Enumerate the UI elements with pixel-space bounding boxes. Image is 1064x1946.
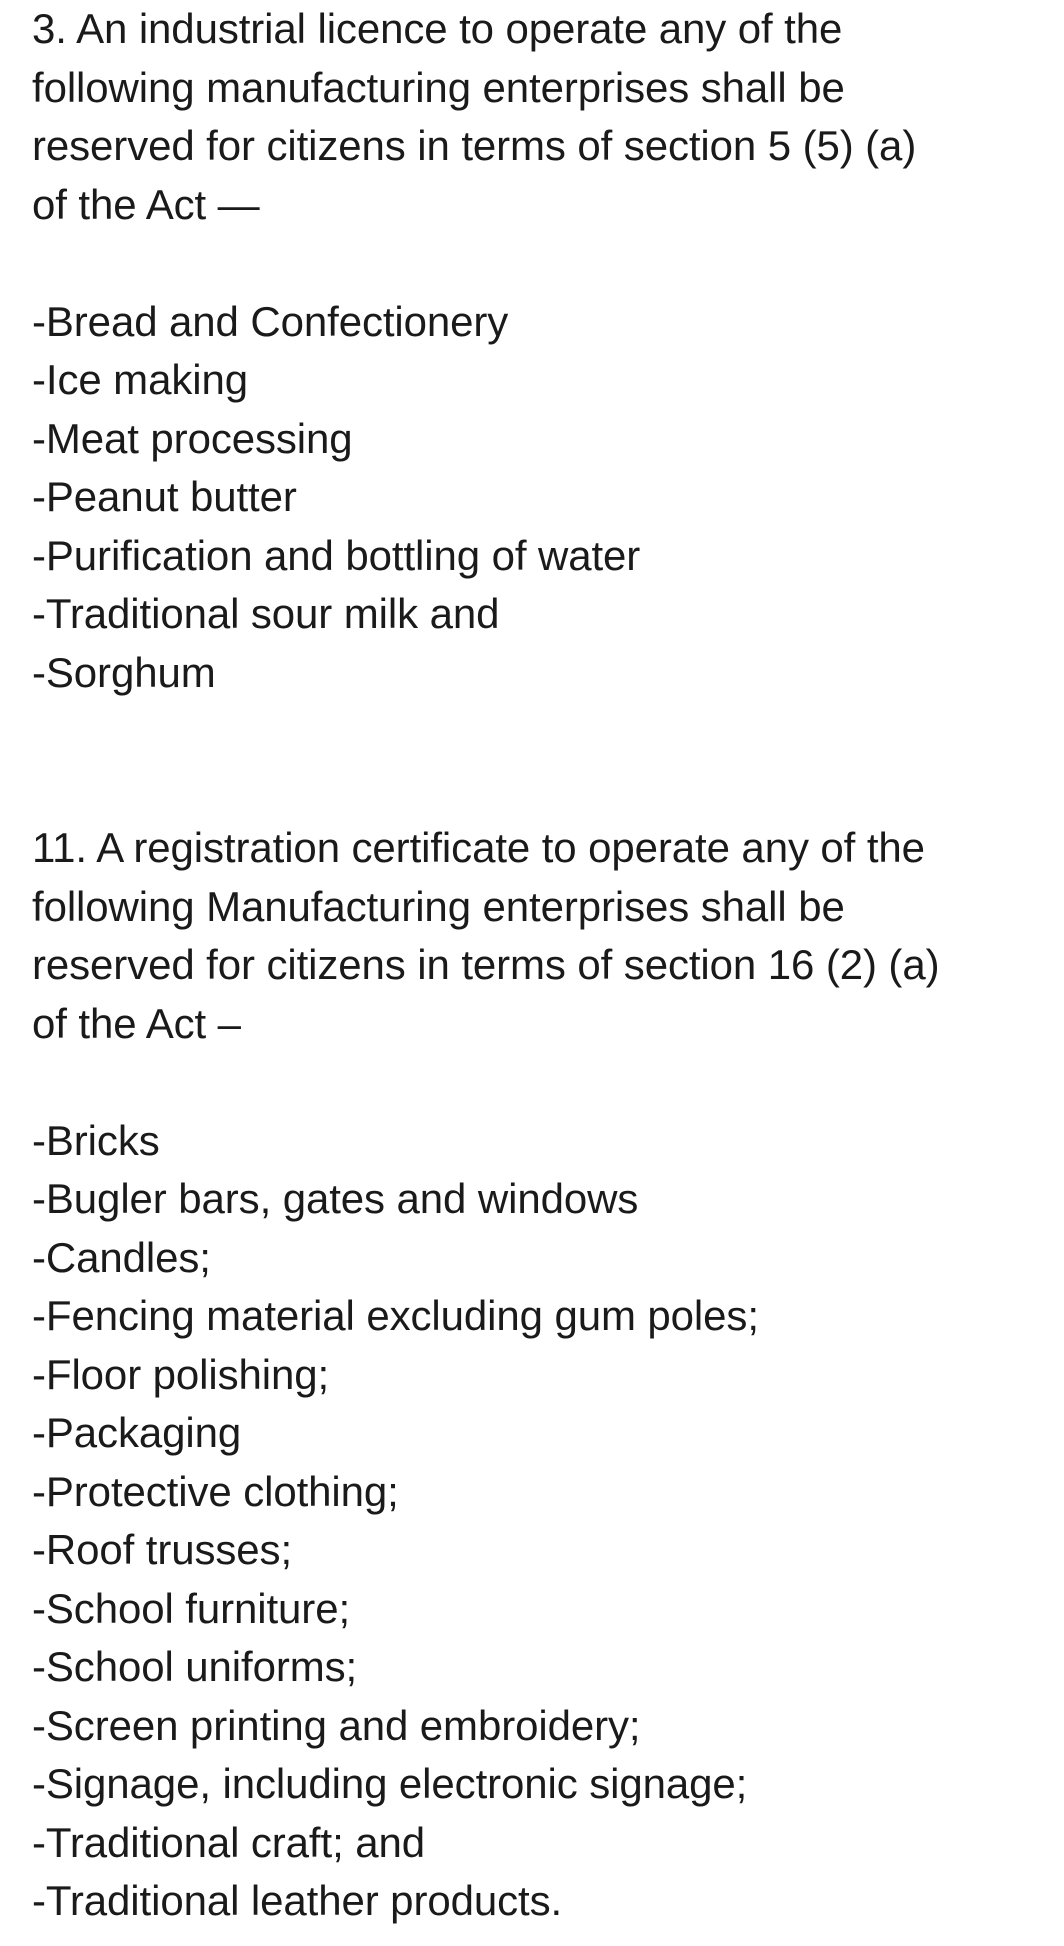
list-item: -Bread and Confectionery (32, 297, 509, 345)
list-item: -Ice making (32, 356, 248, 403)
section-intro (32, 819, 1052, 1053)
intro-line: of the Act — (32, 180, 260, 228)
enterprise-list (32, 1112, 1052, 1931)
intro-line: 11. A registration certificate to operate any of the (32, 824, 925, 871)
paragraph-spacer (32, 1053, 1052, 1112)
intro-line: of the Act – (32, 999, 241, 1047)
document-body (32, 0, 1052, 1931)
list-item: -Meat processing (32, 414, 353, 462)
list-item: -Fencing material excluding gum poles; (32, 1292, 759, 1339)
list-item: -Bugler bars, gates and windows (32, 1175, 639, 1222)
section-spacer (32, 702, 1052, 819)
intro-line: reserved for citizens in terms of section 16 (2) (a) (32, 941, 940, 988)
list-item: -Candles; (32, 1233, 211, 1281)
intro-line: following Manufacturing enterprises shall be (32, 882, 845, 930)
section-industrial-licence (32, 0, 1052, 702)
section-intro (32, 0, 1052, 234)
list-item: -Protective clothing; (32, 1467, 399, 1515)
list-item: -School uniforms; (32, 1643, 358, 1690)
list-item: -Signage, including electronic signage; (32, 1760, 748, 1807)
section-registration-certificate (32, 819, 1052, 1931)
list-item: -School furniture; (32, 1584, 351, 1632)
enterprise-list (32, 293, 1052, 703)
list-item: -Peanut butter (32, 473, 297, 520)
list-item: -Floor polishing; (32, 1350, 330, 1398)
list-item: -Roof trusses; (32, 1526, 293, 1573)
list-item: -Traditional sour milk and (32, 590, 500, 637)
list-item: -Bricks (32, 1116, 160, 1164)
intro-line: following manufacturing enterprises shall be (32, 63, 845, 111)
intro-line: 3. An industrial licence to operate any of the (32, 5, 843, 52)
list-item: -Packaging (32, 1409, 242, 1456)
intro-line: reserved for citizens in terms of section 5 (5) (a) (32, 122, 917, 169)
list-item: -Traditional craft; and (32, 1818, 425, 1866)
list-item: -Screen printing and embroidery; (32, 1701, 641, 1749)
list-item: -Traditional leather products. (32, 1877, 563, 1924)
list-item: -Purification and bottling of water (32, 531, 641, 579)
list-item: -Sorghum (32, 648, 216, 696)
paragraph-spacer (32, 234, 1052, 293)
